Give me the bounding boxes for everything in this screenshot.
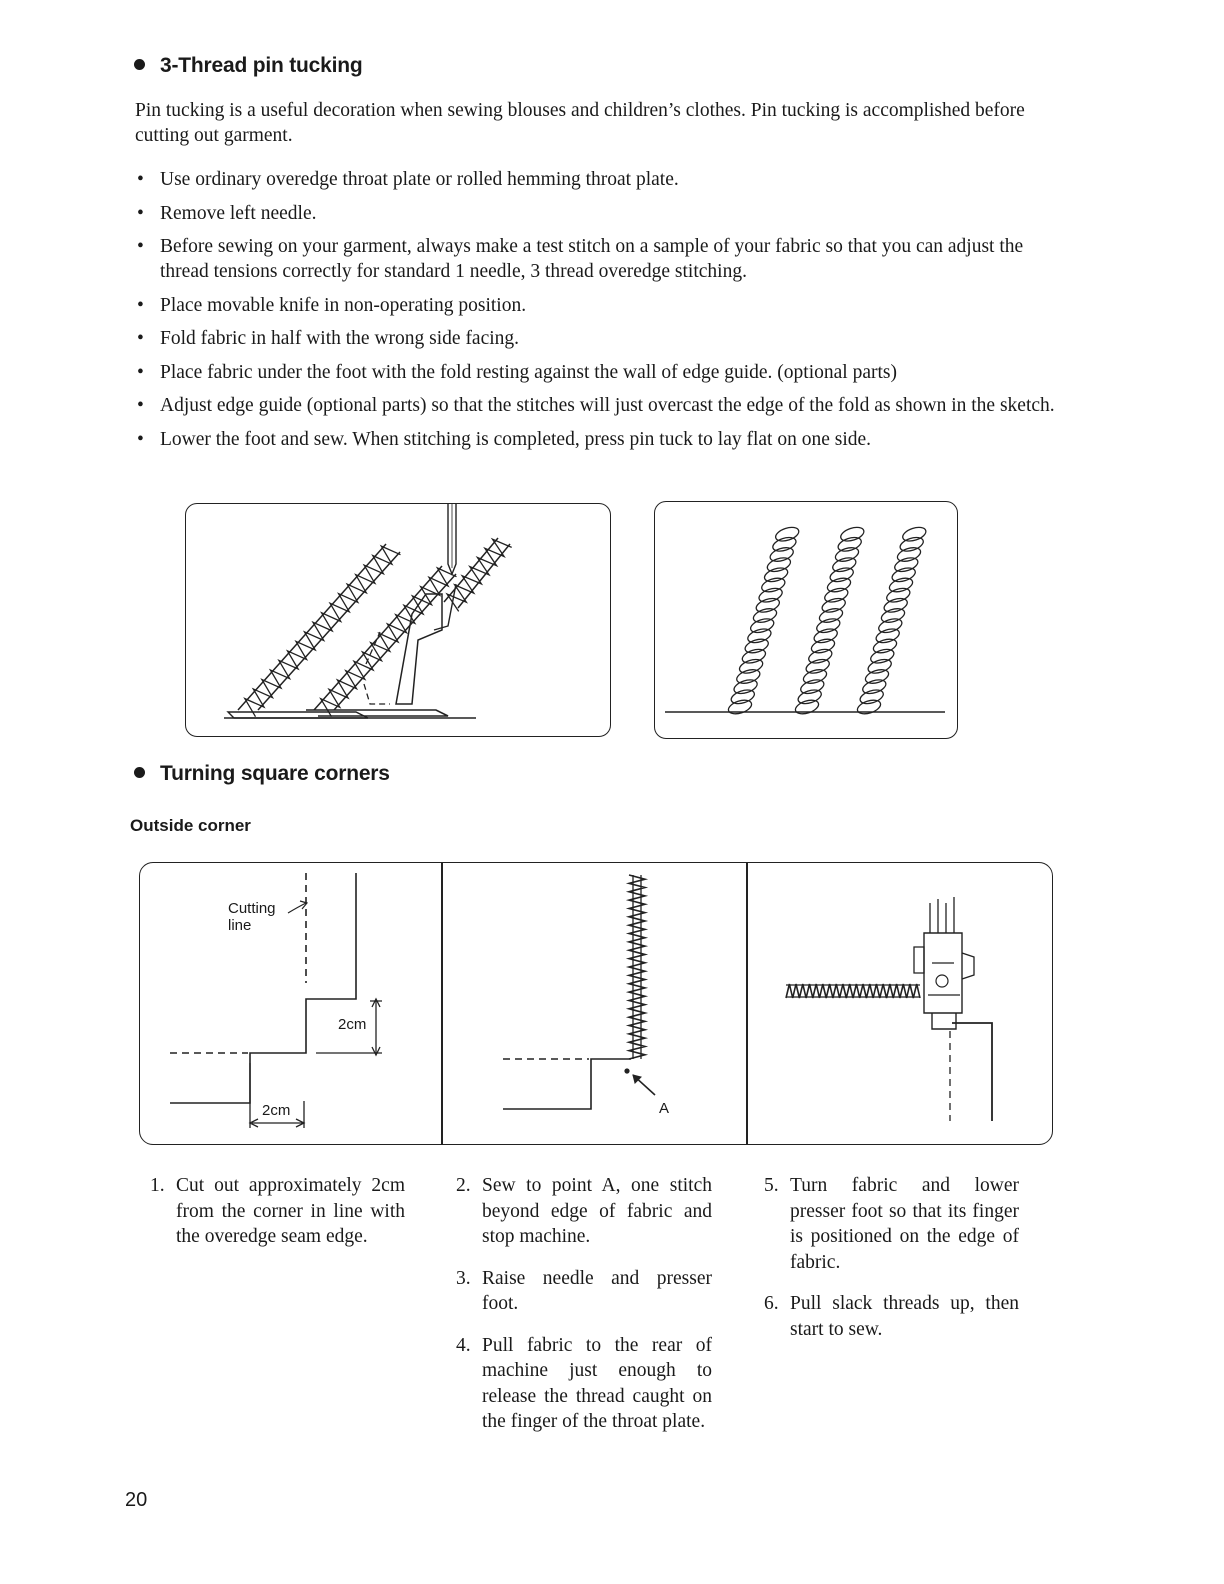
list-item-text: Remove left needle.	[160, 202, 317, 224]
steps-column-3	[764, 1173, 1019, 1358]
step-text: Turn fabric and lower presser foot so that its finger is positioned on the edge of fabric.	[790, 1175, 1019, 1273]
outside-corner-diagram	[139, 862, 1053, 1145]
intro-paragraph: Pin tucking is a useful decoration when sewing blouses and children’s clothes. Pin tucking is accomplished before cutting out garment.	[135, 100, 1025, 146]
step-item	[764, 1291, 1019, 1342]
list-item: • Remove left needle.	[137, 202, 317, 224]
stitch-zigzag	[629, 875, 645, 1059]
dimension-horizontal-label: 2cm	[262, 1102, 291, 1119]
list-item: • Before sewing on your garment, always make a test stitch on a sample of your fabric so that you can adjust the thread tensions correctly for standard 1 needle, 3 thread overedge stitching.	[137, 236, 1024, 282]
panel-turn-fabric	[748, 863, 1053, 1144]
step-item	[456, 1333, 712, 1435]
point-a-label: A	[659, 1100, 670, 1117]
step-item	[456, 1173, 712, 1250]
list-item: • Lower the foot and sew. When stitching is completed, press pin tuck to lay flat on one side.	[137, 428, 872, 450]
list-item-text: Adjust edge guide (optional parts) so that the stitches will just overcast the edge of the fold as shown in the sketch.	[160, 395, 1055, 416]
page-number: 20	[125, 1489, 148, 1511]
steps-column-1	[150, 1173, 405, 1266]
list-item-text: Fold fabric in half with the wrong side facing.	[160, 328, 520, 349]
panel-sew-to-point-a	[443, 863, 746, 1144]
list-item: • Place movable knife in non-operating position.	[137, 294, 527, 316]
step-text: Raise needle and presser foot.	[482, 1267, 712, 1314]
step-number: 6.	[764, 1293, 779, 1314]
step-item	[456, 1266, 712, 1317]
step-text: Sew to point A, one stitch beyond edge of fabric and stop machine.	[482, 1175, 712, 1247]
step-number: 1.	[150, 1175, 165, 1196]
finished-pin-tucks-illustration	[654, 501, 958, 739]
step-text: Cut out approximately 2cm from the corner in line with the overedge seam edge.	[176, 1175, 405, 1247]
label-line-2: line	[228, 917, 252, 934]
list-item-text: Place fabric under the foot with the fold resting against the wall of edge guide. (optional parts)	[160, 361, 897, 383]
stitch-zigzag	[245, 546, 401, 717]
step-number: 3.	[456, 1267, 471, 1289]
list-item: • Place fabric under the foot with the fold resting against the wall of edge guide. (optional parts)	[137, 361, 897, 383]
section-title-pin-tucking	[134, 54, 363, 78]
step-item	[150, 1173, 405, 1250]
steps-column-2	[456, 1173, 712, 1451]
list-item-text: Lower the foot and sew. When stitching is completed, press pin tuck to lay flat on one side.	[160, 428, 872, 450]
cutting-line-label	[228, 900, 276, 934]
list-item: • Adjust edge guide (optional parts) so that the stitches will just overcast the edge of the fold as shown in the sketch.	[137, 395, 1055, 416]
step-text: Pull slack threads up, then start to sew.	[790, 1293, 1019, 1340]
list-item-text: Before sewing on your garment, always make a test stitch on a sample of your fabric so that you can adjust the thread tensions correctly for standard 1 needle, 3 thread overedge stitching.	[160, 236, 1024, 282]
dimension-vertical-label: 2cm	[338, 1016, 367, 1033]
list-item-text: Use ordinary overedge throat plate or rolled hemming throat plate.	[160, 169, 679, 190]
pin-tucking-sewing-illustration	[185, 503, 611, 737]
list-item: • Fold fabric in half with the wrong side facing.	[137, 328, 520, 349]
step-number: 2.	[456, 1175, 471, 1196]
section-title-text: 3-Thread pin tucking	[160, 54, 363, 77]
stitch-zigzag	[786, 984, 920, 998]
list-item: • Use ordinary overedge throat plate or rolled hemming throat plate.	[137, 169, 679, 190]
label-line-1: Cutting	[228, 900, 276, 917]
step-text: Pull fabric to the rear of machine just enough to release the thread caught on the finger of the throat plate.	[482, 1334, 712, 1432]
list-item-text: Place movable knife in non-operating position.	[160, 294, 527, 316]
stitch-zigzag	[447, 539, 512, 611]
section-title-text: Turning square corners	[160, 762, 390, 785]
panel-cut-corner	[140, 863, 441, 1144]
step-number: 5.	[764, 1175, 779, 1196]
subsection-title: Outside corner	[130, 816, 251, 835]
bullet-dot-icon	[134, 59, 145, 70]
stitch-zigzag	[321, 568, 457, 717]
bullet-dot-icon	[134, 767, 145, 778]
section-title-square-corners	[134, 762, 390, 786]
step-item	[764, 1173, 1019, 1275]
instruction-list	[135, 167, 1065, 460]
step-number: 4.	[456, 1334, 471, 1356]
